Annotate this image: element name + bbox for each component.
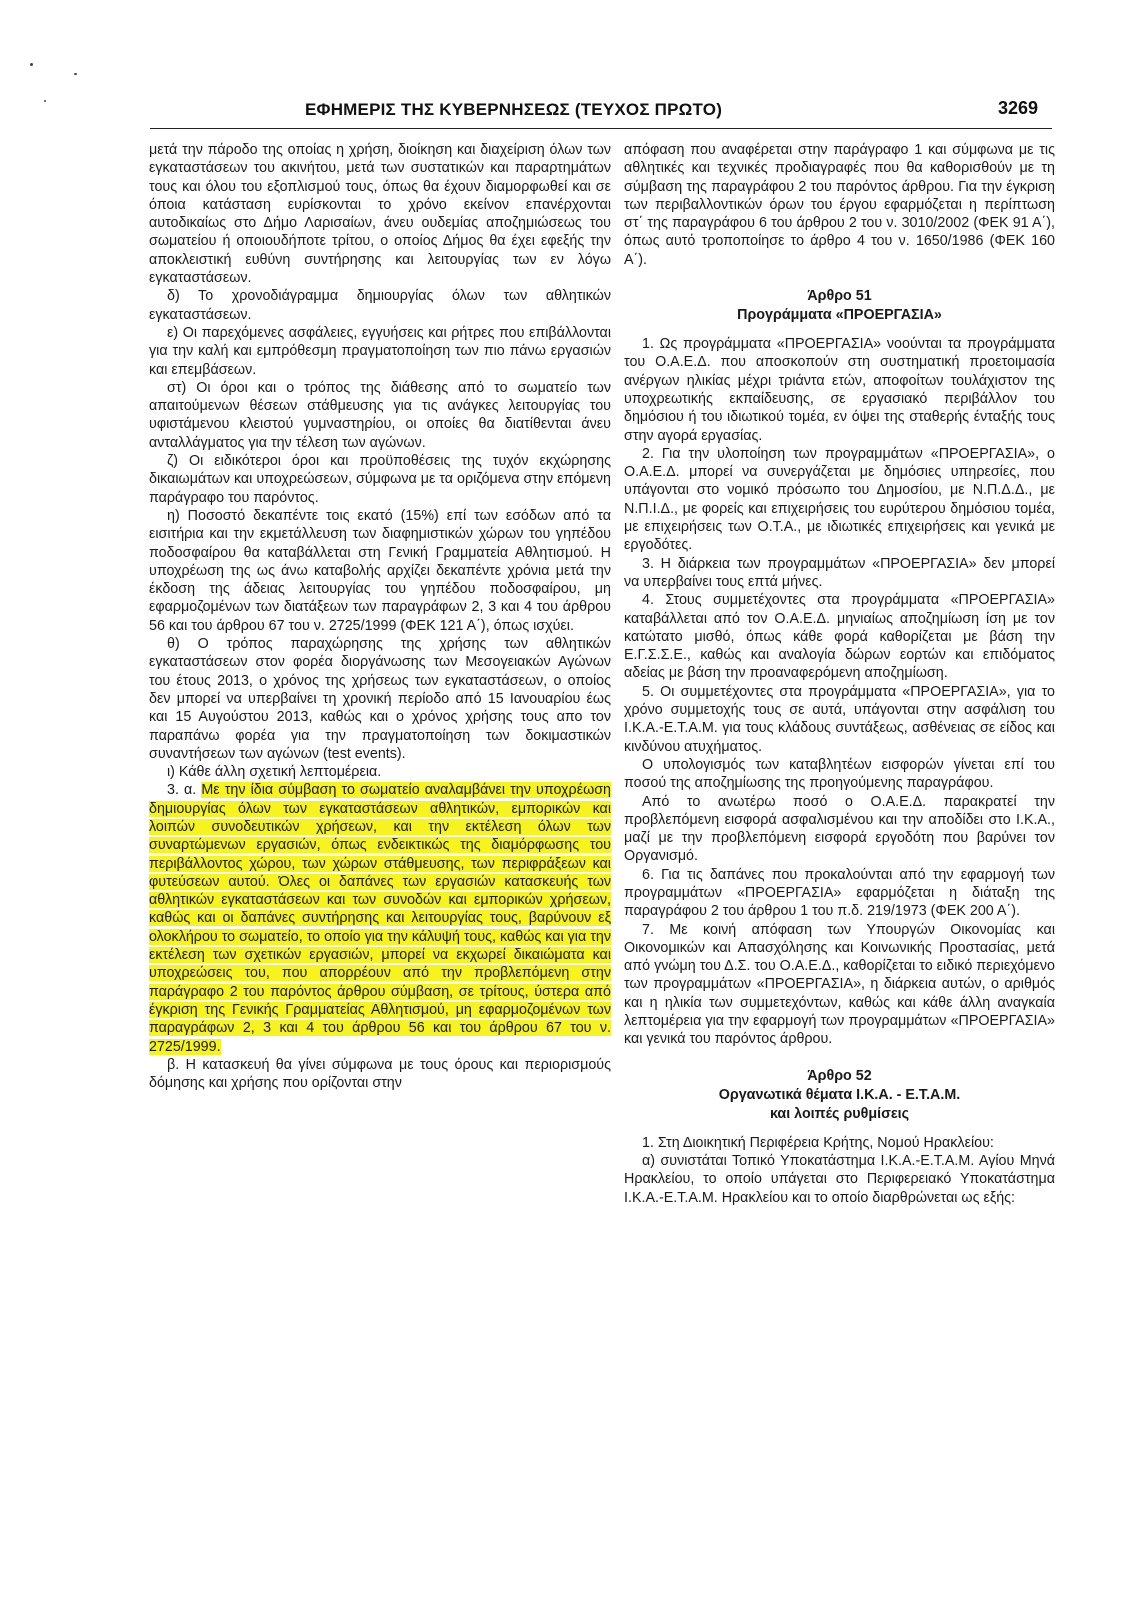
- article-52-heading: [624, 1067, 1055, 1124]
- highlighted-text: Με την ίδια σύμβαση το σωματείο αναλαμβάνει την υποχρέωση δημιουργίας όλων των εγκαταστάσεων αθλητικών, εμπορικών και λοιπών συνοδευτικών χρήσεων, και την εκτέλεση όλων των συναρτώμενων εργασιών, όπως ενδεικτικώς της διαμόρφωσης του περιβάλλοντος χώρου, των χώρων στάθμευσης, των περιφράξεων και φυτεύσεων αυτού. Όλες οι δαπάνες των εργασιών κατασκευής των αθλητικών εγκαταστάσεων και των συνοδών και εμπορικών χρήσεων, καθώς και οι δαπάνες συντήρησης και λειτουργίας τους, βαρύνουν εξ ολοκλήρου το σωματείο, το οποίο για την κάλυψή τους, καθώς και για την εκτέλεση των σχετικών εργασιών, μπορεί να εκχωρεί δικαιώματα και υποχρεώσεις του, που απορρέουν από την προβλεπόμενη στην παράγραφο 2 του παρόντος άρθρου σύμβαση, σε τρίτους, ύστερα από έγκριση της Γενικής Γραμματείας Αθλητισμού, μη εφαρμοζομένων των παραγράφων 2, 3 και 4 του άρθρου 56 και του άρθρου 67 του ν. 2725/1999.: [149, 782, 612, 1055]
- paragraph-3a: [149, 781, 611, 1055]
- paragraph-3b: β. Η κατασκευή θα γίνει σύμφωνα με τους όρους και περιορισμούς δόμησης και χρήσης που ορίζονται στην: [149, 1056, 611, 1092]
- paragraph-e: ε) Οι παρεχόμενες ασφάλειες, εγγυήσεις και ρήτρες που επιβάλλονται για την καλή και εμπρόθεσμη πραγματοποίηση των πιο πάνω εργασιών και επεμβάσεων.: [149, 324, 611, 378]
- paragraph-st: στ) Οι όροι και ο τρόπος της διάθεσης από το σωματείο των απαιτούμενων θέσεων στάθμευσης για τις ανάγκες λειτουργίας του υφιστάμενου κλειστού γυμναστηρίου, οι οποίες θα διατίθενται άνευ ανταλλάγματος για την τέλεση των αγώνων.: [149, 379, 611, 451]
- article-title: Προγράμματα «ΠΡΟΕΡΓΑΣΙΑ»: [737, 307, 942, 324]
- paragraph: απόφαση που αναφέρεται στην παράγραφο 1 και σύμφωνα με τις αθλητικές και τεχνικές προδιαγραφές που θα καθορισθούν με τη σύμβαση της παραγράφου 2 του παρόντος άρθρου. Για την έγκριση των περιβαλλοντικών όρων του έργου εφαρμόζεται η περίπτωση στ΄ της παραγράφου 6 του άρθρου 2 του ν. 3010/2002 (ΦΕΚ 91 Α΄), όπως αυτό τροποποίησε το άρθρο 4 του ν. 1650/1986 (ΦΕΚ 160 Α΄).: [624, 142, 1055, 268]
- page-number: 3269: [997, 98, 1038, 118]
- scan-speck: [44, 100, 46, 102]
- article-51-par-2: 2. Για την υλοποίηση των προγραμμάτων «ΠΡΟΕΡΓΑΣΙΑ», ο Ο.Α.Ε.Δ. μπορεί να συνεργάζεται με δημόσιες υπηρεσίες, που υπάγονται στο νομικό πρόσωπο του Δημοσίου, με Ν.Π.Δ.Δ., με Ν.Π.Ι.Δ., με φορείς και επιχειρήσεις του ευρύτερου δημόσιου τομέα, με επιχειρήσεις των Ο.Τ.Α., με ιδιωτικές επιχειρήσεις και γενικά με εργοδότες.: [624, 445, 1055, 554]
- paragraph-z: ζ) Οι ειδικότεροι όροι και προϋποθέσεις της τυχόν εκχώρησης δικαιωμάτων και υποχρεώσεων, σύμφωνα με τα οριζόμενα στην επόμενη παράγραφο του παρόντος.: [149, 453, 611, 506]
- article-51-par-1: 1. Ως προγράμματα «ΠΡΟΕΡΓΑΣΙΑ» νοούνται τα προγράμματα του Ο.Α.Ε.Δ. που αποσκοπούν στη συστηματική προετοιμασία ανέργων ηλικίας μέχρι τριάντα ετών, αποφοίτων τουλάχιστον της υποχρεωτικής εκπαίδευσης, σε εργασιακό περιβάλλον του δημόσιου ή του ιδιωτικού τομέα, εν όψει της σταθερής ένταξής τους στην αγορά εργασίας.: [624, 336, 1055, 444]
- article-51-par-6: 6. Για τις δαπάνες που προκαλούνται από την εφαρμογή των προγραμμάτων «ΠΡΟΕΡΓΑΣΙΑ» εφαρμόζεται η διάταξη της παραγράφου 2 του άρθρου 1 του π.δ. 219/1973 (ΦΕΚ 200 Α΄).: [624, 866, 1055, 920]
- paragraph-3a-prefix: 3. α.: [167, 782, 202, 799]
- article-51-par-7: 7. Με κοινή απόφαση των Υπουργών Οικονομίας και Οικονομικών και Απασχόλησης και Κοινωνικής Προστασίας, μετά από γνώμη του Δ.Σ. του Ο.Α.Ε.Δ., καθορίζεται το ειδικό περιεχόμενο των προγραμμάτων «ΠΡΟΕΡΓΑΣΙΑ», η διάρκεια αυτών, ο αριθμός και η ηλικία των συμμετεχόντων, καθώς και κάθε άλλη αναγκαία λεπτομέρεια για την εφαρμογή των προγραμμάτων «ΠΡΟΕΡΓΑΣΙΑ» και γενικά του παρόντος άρθρου.: [624, 921, 1055, 1048]
- article-number: Άρθρο 52: [807, 1067, 872, 1084]
- article-52-par-1: 1. Στη Διοικητική Περιφέρεια Κρήτης, Νομού Ηρακλείου:: [642, 1134, 994, 1151]
- article-52-par-1a: α) συνιστάται Τοπικό Υποκατάστημα Ι.Κ.Α.-Ε.Τ.Α.Μ. Αγίου Μηνά Ηρακλείου, το οποίο υπάγεται στο Περιφερειακό Υποκατάστημα Ι.Κ.Α.-Ε.Τ.Α.Μ. Ηρακλείου και το οποίο διαρθρώνεται ως εξής:: [624, 1152, 1055, 1206]
- article-title: Οργανωτικά θέματα Ι.Κ.Α. - Ε.Τ.Α.Μ.: [718, 1086, 961, 1103]
- paragraph-th: θ) Ο τρόπος παραχώρησης της χρήσης των αθλητικών εγκαταστάσεων στον φορέα διοργάνωσης των Μεσογειακών Αγώνων του έτους 2013, ο χρόνος της χρήσεως των εγκαταστάσεων, ο οποίος δεν μπορεί να υπερβαίνει τη χρονική περίοδο από 15 Ιανουαρίου έως και 15 Αυγούστου 2013, καθώς και ο χρόνος χρήσης τους απο τον παραπάνω φορέα για την πραγματοποίηση των δοκιμαστικών συναντήσεων των αγώνων (test events).: [149, 636, 611, 762]
- article-51-par-5: 5. Οι συμμετέχοντες στα προγράμματα «ΠΡΟΕΡΓΑΣΙΑ», για το χρόνο συμμετοχής τους σε αυτά, υπάγονται στην ασφάλιση του Ι.Κ.Α.-Ε.Τ.Α.Μ. για τους κλάδους συντάξεως, ασθένειας σε είδος και κινδύνου ατυχήματος.: [624, 683, 1055, 755]
- article-number: Άρθρο 51: [807, 288, 872, 305]
- paragraph-d: δ) Το χρονοδιάγραμμα δημιουργίας όλων των αθλητικών εγκαταστάσεων.: [149, 288, 611, 323]
- paragraph-i: ι) Κάθε άλλη σχετική λεπτομέρεια.: [167, 764, 382, 781]
- right-column: [624, 141, 1055, 1207]
- article-51-par-5b: Ο υπολογισμός των καταβλητέων εισφορών γίνεται επί του ποσού της αποζημίωσης της προηγούμενης παραγράφου.: [624, 756, 1055, 792]
- left-column: [149, 141, 611, 1092]
- scan-speck: [74, 73, 77, 75]
- article-51-heading: [624, 287, 1055, 325]
- article-51-par-5c: Από το ανωτέρω ποσό ο Ο.Α.Ε.Δ. παρακρατεί την προβλεπόμενη εισφορά ασφαλισμένου και την αποδίδει στο Ι.Κ.Α., μαζί με την προβλεπόμενη εισφορά εργοδότη που βαρύνει τον Οργανισμό.: [624, 793, 1055, 865]
- paragraph-h: η) Ποσοστό δεκαπέντε τοις εκατό (15%) επί των εσόδων από τα εισιτήρια και την εκμετάλλευση των διαφημιστικών χώρων του γηπέδου ποδοσφαίρου θα καταβάλλεται στη Γενική Γραμματεία Αθλητισμού. Η υποχρέωση της ως άνω καταβολής αρχίζει δεκαπέντε χρόνια μετά την έκδοση της άδειας λειτουργίας του γηπέδου ποδοσφαίρου, μη εφαρμοζομένων των διατάξεων των παραγράφων 2, 3 και 4 του άρθρου 56 και του άρθρου 67 του ν. 2725/1999 (ΦΕΚ 121 Α΄), όπως ισχύει.: [149, 507, 611, 634]
- gazette-title: ΕΦΗΜΕΡΙΣ ΤΗΣ ΚΥΒΕΡΝΗΣΕΩΣ (ΤΕΥΧΟΣ ΠΡΩΤΟ): [305, 100, 723, 119]
- scan-speck: [30, 63, 33, 66]
- article-51-par-3: 3. Η διάρκεια των προγραμμάτων «ΠΡΟΕΡΓΑΣΙΑ» δεν μπορεί να υπερβαίνει τους επτά μήνες.: [624, 555, 1055, 590]
- article-subtitle: και λοιπές ρυθμίσεις: [769, 1105, 910, 1122]
- paragraph: μετά την πάροδο της οποίας η χρήση, διοίκηση και διαχείριση όλων των εγκαταστάσεων του ακινήτου, μετά των συστατικών και παραρτημάτων τους και όλου του εξοπλισμού τους, όπως θα έχουν διαμορφωθεί και σε όποια κατάσταση ευρίσκονται το χρόνο εκείνον επανέρχονται αυτοδικαίως στο Δήμο Λαρισαίων, άνευ ουδεμίας αποζημιώσεως του σωματείου ή οποιουδήποτε τρίτου, ο οποίος Δήμος θα έχει εφεξής την αποκλειστική ευθύνη συντήρησης και λειτουργίας των εν λόγω εγκαταστάσεων.: [149, 142, 611, 287]
- article-51-par-4: 4. Στους συμμετέχοντες στα προγράμματα «ΠΡΟΕΡΓΑΣΙΑ» καταβάλλεται από τον Ο.Α.Ε.Δ. μηνιαίως αποζημίωση ίση με τον κατώτατο μισθό, όπως κάθε φορά καθορίζεται με βάση την Ε.Γ.Σ.Σ.Ε., καθώς και αναλογία δώρων εορτών και επιδόματος αδείας με βάση την προαναφερόμενη αποζημίωση.: [624, 592, 1055, 682]
- header-rule: [150, 128, 1052, 129]
